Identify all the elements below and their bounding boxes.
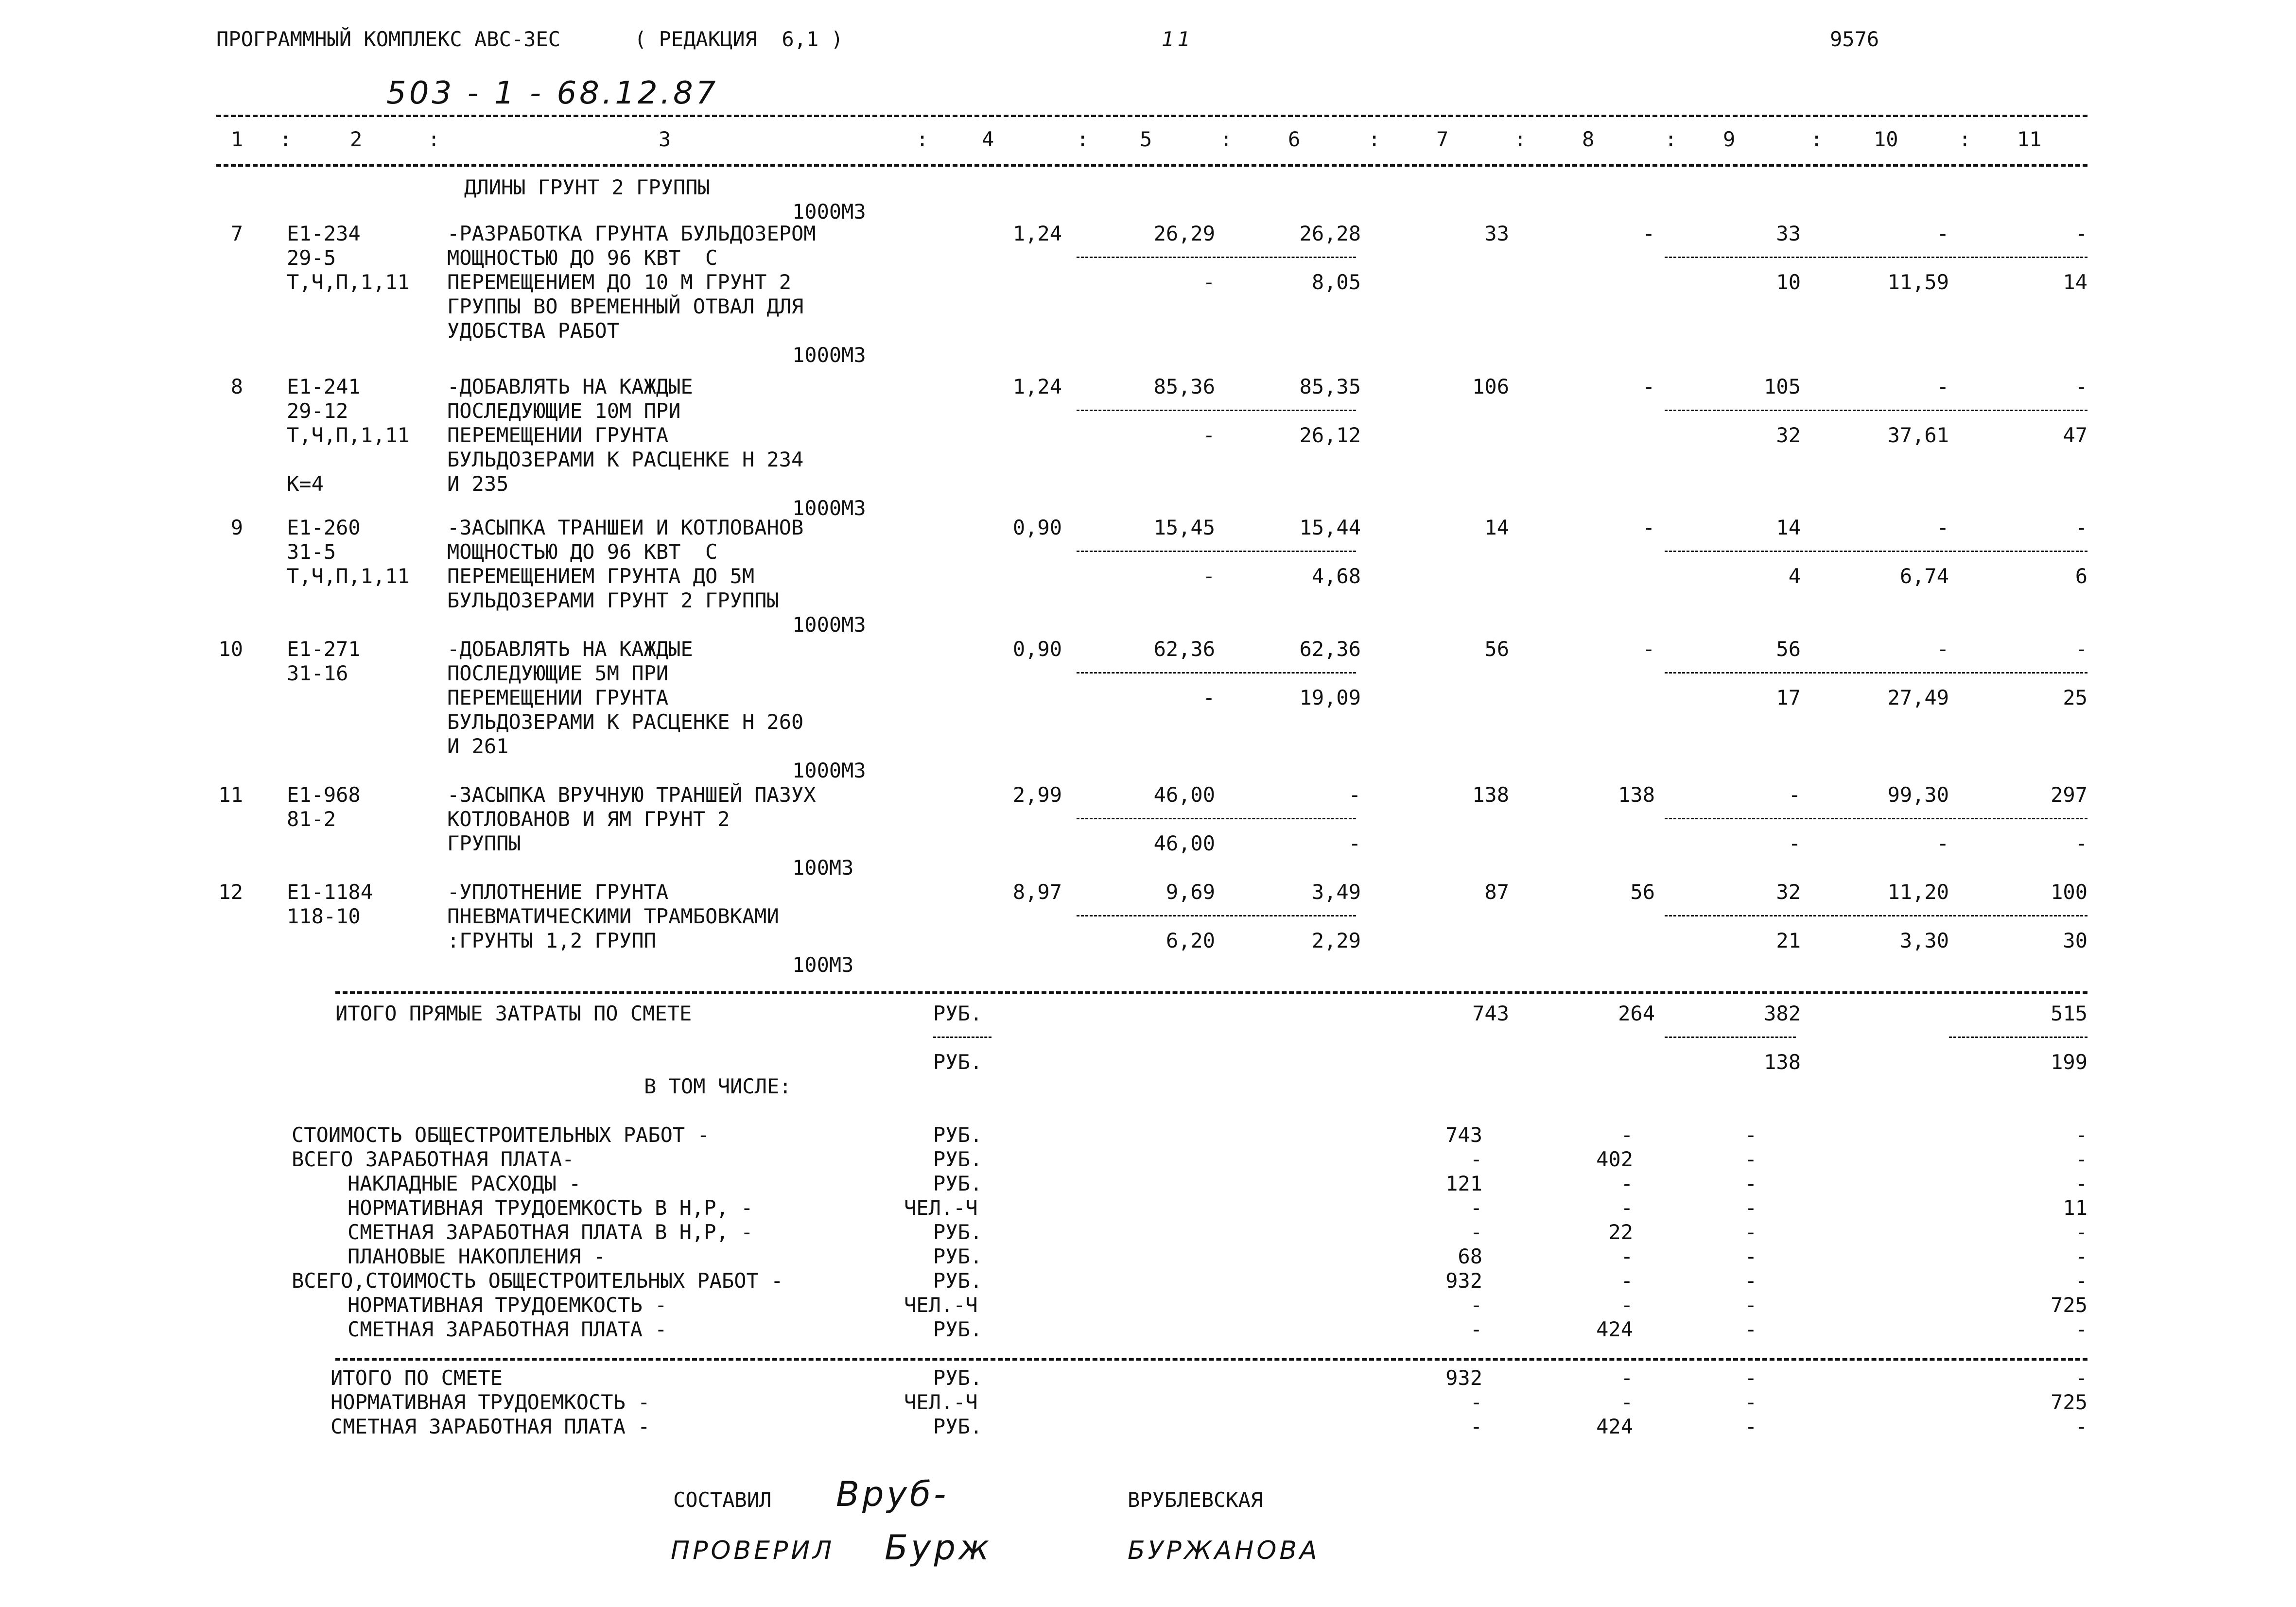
breakdown-unit: ЧЕЛ.-Ч <box>904 1293 978 1317</box>
breakdown-unit: РУБ. <box>933 1317 983 1341</box>
breakdown-col9: - <box>1744 1147 1757 1171</box>
breakdown-label: НОРМАТИВНАЯ ТРУДОЕМКОСТЬ В Н,Р, - <box>348 1196 753 1220</box>
wages: - <box>1642 375 1655 398</box>
breakdown-col9: - <box>1744 1269 1757 1293</box>
labor-norm: - <box>1936 637 1949 661</box>
value-divider <box>1077 257 1356 258</box>
breakdown-label: СТОИМОСТЬ ОБЩЕСТРОИТЕЛЬНЫХ РАБОТ - <box>292 1123 710 1147</box>
column-separator: : <box>1665 127 1677 151</box>
unit-cost: 46,00 <box>1153 783 1215 807</box>
grand-total-col8: - <box>1620 1390 1633 1414</box>
including-label: В ТОМ ЧИСЛЕ: <box>644 1074 792 1098</box>
breakdown-col8: - <box>1620 1196 1633 1220</box>
unit-cost-sub: 46,00 <box>1153 831 1215 855</box>
breakdown-col9: - <box>1744 1123 1757 1147</box>
unit-label: 1000М3 <box>792 343 866 367</box>
value-divider <box>1665 818 2087 819</box>
wages: - <box>1642 516 1655 539</box>
breakdown-col8: - <box>1620 1269 1633 1293</box>
wages: 138 <box>1618 783 1655 807</box>
total-cost: 106 <box>1472 375 1509 398</box>
breakdown-col11: - <box>2075 1317 2087 1341</box>
breakdown-label: СМЕТНАЯ ЗАРАБОТНАЯ ПЛАТА В Н,Р, - <box>348 1220 753 1244</box>
work-description: БУЛЬДОЗЕРАМИ К РАСЦЕНКЕ Н 234 <box>447 448 804 471</box>
unit-cost-sub: 6,20 <box>1165 929 1215 952</box>
breakdown-label: НОРМАТИВНАЯ ТРУДОЕМКОСТЬ - <box>348 1293 667 1317</box>
labor-norm-sub: 27,49 <box>1887 686 1949 709</box>
machine-cost: 3,49 <box>1311 880 1361 904</box>
column-header-2: 2 <box>350 127 363 151</box>
work-description: БУЛЬДОЗЕРАМИ ГРУНТ 2 ГРУППЫ <box>447 588 779 612</box>
breakdown-col11: - <box>2075 1172 2087 1195</box>
unit-cost: 15,45 <box>1153 516 1215 539</box>
quantity: 1,24 <box>1012 375 1062 398</box>
work-description: МОЩНОСТЬЮ ДО 96 КВТ С <box>447 246 718 270</box>
wages: 56 <box>1630 880 1655 904</box>
breakdown-label: СМЕТНАЯ ЗАРАБОТНАЯ ПЛАТА - <box>348 1317 667 1341</box>
unit-cost: 85,36 <box>1153 375 1215 398</box>
totals-divider <box>933 1037 991 1038</box>
row-number: 12 <box>218 880 243 904</box>
labor-norm: 11,20 <box>1887 880 1949 904</box>
work-description: -РАЗРАБОТКА ГРУНТА БУЛЬДОЗЕРОМ <box>447 222 816 245</box>
work-description: -ЗАСЫПКА ТРАНШЕИ И КОТЛОВАНОВ <box>447 516 804 539</box>
breakdown-col9: - <box>1744 1293 1757 1317</box>
total-cost: 87 <box>1484 880 1509 904</box>
breakdown-col11: 11 <box>2063 1196 2087 1220</box>
breakdown-col7: - <box>1470 1196 1482 1220</box>
grand-total-col7: - <box>1470 1415 1482 1438</box>
column-header-8: 8 <box>1582 127 1595 151</box>
unit-label: 100М3 <box>792 856 854 880</box>
totals-divider <box>1949 1037 2087 1038</box>
project-code: 503 - 1 - 68.12.87 <box>386 75 719 111</box>
rate-reference: 81-2 <box>287 807 336 831</box>
machine-total: 33 <box>1776 222 1801 245</box>
rate-code: Е1-968 <box>287 783 361 807</box>
column-separator: : <box>1368 127 1381 151</box>
work-description: И 261 <box>447 734 509 758</box>
quantity: 8,97 <box>1012 880 1062 904</box>
labor-norm-sub: - <box>1936 831 1949 855</box>
checked-name: БУРЖАНОВА <box>1128 1536 1320 1565</box>
total-cost: 56 <box>1484 637 1509 661</box>
machine-total: 105 <box>1764 375 1801 398</box>
unit-cost-sub: - <box>1202 423 1215 447</box>
total-cost: 138 <box>1472 783 1509 807</box>
work-description: -ДОБАВЛЯТЬ НА КАЖДЫЕ <box>447 375 693 398</box>
machine-cost-sub: 19,09 <box>1299 686 1361 709</box>
machine-total: 14 <box>1776 516 1801 539</box>
breakdown-col8: - <box>1620 1244 1633 1268</box>
labor-total: - <box>2075 222 2087 245</box>
column-separator: : <box>1077 127 1089 151</box>
breakdown-col7: - <box>1470 1220 1482 1244</box>
breakdown-unit: РУБ. <box>933 1244 983 1268</box>
column-header-10: 10 <box>1874 127 1898 151</box>
totals-col9: 382 <box>1764 1002 1801 1025</box>
totals-unit: РУБ. <box>933 1002 983 1025</box>
total-cost: 33 <box>1484 222 1509 245</box>
labor-total: - <box>2075 375 2087 398</box>
work-description: ГРУППЫ <box>447 831 521 855</box>
labor-total-sub: 30 <box>2063 929 2087 952</box>
machine-total: - <box>1788 783 1801 807</box>
breakdown-col9: - <box>1744 1196 1757 1220</box>
breakdown-col8: - <box>1620 1293 1633 1317</box>
totals-rule <box>335 991 2087 994</box>
work-description: -ЗАСЫПКА ВРУЧНУЮ ТРАНШЕЙ ПАЗУХ <box>447 783 816 807</box>
checked-signature: Бурж <box>885 1528 992 1568</box>
totals-col11-sub: 199 <box>2051 1050 2087 1074</box>
breakdown-col7: - <box>1470 1147 1482 1171</box>
grand-total-col8: - <box>1620 1366 1633 1390</box>
breakdown-col7: - <box>1470 1317 1482 1341</box>
rate-reference: К=4 <box>287 472 324 496</box>
grand-total-col11: - <box>2075 1415 2087 1438</box>
machine-cost: - <box>1348 783 1361 807</box>
labor-norm: - <box>1936 375 1949 398</box>
labor-norm: - <box>1936 222 1949 245</box>
breakdown-unit: ЧЕЛ.-Ч <box>904 1196 978 1220</box>
work-description: ПЕРЕМЕЩЕНИЕМ ГРУНТА ДО 5М <box>447 564 755 588</box>
machine-total-sub: 4 <box>1788 564 1801 588</box>
labor-total-sub: 14 <box>2063 270 2087 294</box>
rate-code: Е1-234 <box>287 222 361 245</box>
grand-total-unit: РУБ. <box>933 1366 983 1390</box>
breakdown-col9: - <box>1744 1172 1757 1195</box>
row-number: 10 <box>218 637 243 661</box>
machine-total-sub: 10 <box>1776 270 1801 294</box>
unit-label: 1000М3 <box>792 613 866 637</box>
column-separator: : <box>1514 127 1527 151</box>
breakdown-label: ВСЕГО,СТОИМОСТЬ ОБЩЕСТРОИТЕЛЬНЫХ РАБОТ - <box>292 1269 783 1293</box>
rate-code: Е1-241 <box>287 375 361 398</box>
breakdown-col11: 725 <box>2051 1293 2087 1317</box>
column-header-1: 1 <box>231 127 244 151</box>
breakdown-col11: - <box>2075 1220 2087 1244</box>
compiled-name: ВРУБЛЕВСКАЯ <box>1128 1488 1263 1512</box>
machine-total-sub: 21 <box>1776 929 1801 952</box>
value-divider <box>1077 410 1356 411</box>
grand-total-col11: 725 <box>2051 1390 2087 1414</box>
breakdown-col8: 424 <box>1596 1317 1633 1341</box>
breakdown-col7: 743 <box>1445 1123 1482 1147</box>
column-header-6: 6 <box>1288 127 1301 151</box>
rate-reference: 118-10 <box>287 904 361 928</box>
breakdown-col9: - <box>1744 1244 1757 1268</box>
column-separator: : <box>279 127 292 151</box>
work-description: ПНЕВМАТИЧЕСКИМИ ТРАМБОВКАМИ <box>447 904 779 928</box>
rate-reference: Т,Ч,П,1,11 <box>287 270 410 294</box>
breakdown-col9: - <box>1744 1220 1757 1244</box>
unit-cost: 9,69 <box>1165 880 1215 904</box>
grand-total-col7: 932 <box>1445 1366 1482 1390</box>
machine-total-sub: 32 <box>1776 423 1801 447</box>
rate-reference: Т,Ч,П,1,11 <box>287 564 410 588</box>
breakdown-unit: РУБ. <box>933 1147 983 1171</box>
labor-norm: 99,30 <box>1887 783 1949 807</box>
grand-total-col9: - <box>1744 1366 1757 1390</box>
grand-total-col9: - <box>1744 1390 1757 1414</box>
quantity: 0,90 <box>1012 637 1062 661</box>
unit-label: 1000М3 <box>792 759 866 782</box>
work-description: -ДОБАВЛЯТЬ НА КАЖДЫЕ <box>447 637 693 661</box>
quantity: 0,90 <box>1012 516 1062 539</box>
breakdown-col8: - <box>1620 1123 1633 1147</box>
wages: - <box>1642 222 1655 245</box>
breakdown-label: ВСЕГО ЗАРАБОТНАЯ ПЛАТА- <box>292 1147 574 1171</box>
column-header-3: 3 <box>659 127 671 151</box>
value-divider <box>1077 915 1356 916</box>
wages: - <box>1642 637 1655 661</box>
unit-cost-sub: - <box>1202 686 1215 709</box>
document-number: 9576 <box>1830 27 1879 51</box>
value-divider <box>1665 257 2087 258</box>
header-rule-top <box>216 115 2087 117</box>
grand-total-label: ИТОГО ПО СМЕТЕ <box>330 1366 503 1390</box>
breakdown-unit: РУБ. <box>933 1269 983 1293</box>
breakdown-col11: - <box>2075 1244 2087 1268</box>
work-description: :ГРУНТЫ 1,2 ГРУПП <box>447 929 656 952</box>
unit-cost-sub: - <box>1202 270 1215 294</box>
value-divider <box>1077 672 1356 674</box>
work-description: ПЕРЕМЕЩЕНИИ ГРУНТА <box>447 686 669 709</box>
machine-cost: 26,28 <box>1299 222 1361 245</box>
continuation-text: ДЛИНЫ ГРУНТ 2 ГРУППЫ <box>464 175 710 199</box>
edition: ( РЕДАКЦИЯ 6,1 ) <box>634 27 843 51</box>
row-number: 9 <box>230 516 243 539</box>
work-description: ПЕРЕМЕЩЕНИЕМ ДО 10 М ГРУНТ 2 <box>447 270 792 294</box>
header-rule-bottom <box>216 164 2087 167</box>
checked-label: ПРОВЕРИЛ <box>671 1536 835 1565</box>
labor-total-sub: - <box>2075 831 2087 855</box>
rate-code: Е1-260 <box>287 516 361 539</box>
work-description: КОТЛОВАНОВ И ЯМ ГРУНТ 2 <box>447 807 730 831</box>
machine-cost: 85,35 <box>1299 375 1361 398</box>
column-header-11: 11 <box>2017 127 2042 151</box>
machine-total-sub: 17 <box>1776 686 1801 709</box>
total-cost: 14 <box>1484 516 1509 539</box>
work-description: ПЕРЕМЕЩЕНИИ ГРУНТА <box>447 423 669 447</box>
breakdown-col11: - <box>2075 1123 2087 1147</box>
unit-cost-sub: - <box>1202 564 1215 588</box>
work-description: ГРУППЫ ВО ВРЕМЕННЫЙ ОТВАЛ ДЛЯ <box>447 294 804 318</box>
column-separator: : <box>428 127 440 151</box>
labor-total: 100 <box>2051 880 2087 904</box>
program-title: ПРОГРАММНЫЙ КОМПЛЕКС АВС-3ЕС <box>216 27 561 51</box>
labor-total-sub: 47 <box>2063 423 2087 447</box>
totals-divider <box>1665 1037 1796 1038</box>
machine-cost-sub: - <box>1348 831 1361 855</box>
grand-total-col9: - <box>1744 1415 1757 1438</box>
column-header-5: 5 <box>1140 127 1152 151</box>
work-description: ПОСЛЕДУЮЩИЕ 5М ПРИ <box>447 661 669 685</box>
labor-norm-sub: 11,59 <box>1887 270 1949 294</box>
labor-total: - <box>2075 516 2087 539</box>
value-divider <box>1665 672 2087 674</box>
grand-total-col7: - <box>1470 1390 1482 1414</box>
machine-cost-sub: 4,68 <box>1311 564 1361 588</box>
totals-col7: 743 <box>1472 1002 1509 1025</box>
continuation-unit: 1000М3 <box>792 200 866 224</box>
labor-norm: - <box>1936 516 1949 539</box>
breakdown-col7: 121 <box>1445 1172 1482 1195</box>
machine-cost-sub: 8,05 <box>1311 270 1361 294</box>
totals-col11: 515 <box>2051 1002 2087 1025</box>
unit-cost: 62,36 <box>1153 637 1215 661</box>
breakdown-col11: - <box>2075 1147 2087 1171</box>
grand-total-label: СМЕТНАЯ ЗАРАБОТНАЯ ПЛАТА - <box>330 1415 650 1438</box>
machine-cost: 62,36 <box>1299 637 1361 661</box>
labor-total: - <box>2075 637 2087 661</box>
labor-norm-sub: 37,61 <box>1887 423 1949 447</box>
labor-total-sub: 6 <box>2075 564 2087 588</box>
column-separator: : <box>916 127 929 151</box>
column-header-9: 9 <box>1723 127 1736 151</box>
column-header-7: 7 <box>1436 127 1449 151</box>
unit-label: 1000М3 <box>792 496 866 520</box>
totals-unit-2: РУБ. <box>933 1050 983 1074</box>
work-description: ПОСЛЕДУЮЩИЕ 10М ПРИ <box>447 399 681 423</box>
machine-cost: 15,44 <box>1299 516 1361 539</box>
row-number: 7 <box>230 222 243 245</box>
work-description: УДОБСТВА РАБОТ <box>447 319 620 343</box>
work-description: МОЩНОСТЬЮ ДО 96 КВТ С <box>447 540 718 564</box>
quantity: 1,24 <box>1012 222 1062 245</box>
column-separator: : <box>1810 127 1823 151</box>
breakdown-unit: РУБ. <box>933 1172 983 1195</box>
breakdown-col8: 402 <box>1596 1147 1633 1171</box>
compiled-signature: Вруб- <box>836 1474 949 1514</box>
totals-col8: 264 <box>1618 1002 1655 1025</box>
rate-reference: Т,Ч,П,1,11 <box>287 423 410 447</box>
rate-reference: 31-5 <box>287 540 336 564</box>
rate-code: Е1-271 <box>287 637 361 661</box>
grand-total-col8: 424 <box>1596 1415 1633 1438</box>
grand-total-rule <box>335 1358 2087 1361</box>
breakdown-col8: 22 <box>1608 1220 1633 1244</box>
grand-total-col11: - <box>2075 1366 2087 1390</box>
machine-total: 32 <box>1776 880 1801 904</box>
machine-cost-sub: 26,12 <box>1299 423 1361 447</box>
breakdown-col9: - <box>1744 1317 1757 1341</box>
grand-total-label: НОРМАТИВНАЯ ТРУДОЕМКОСТЬ - <box>330 1390 650 1414</box>
breakdown-col7: - <box>1470 1293 1482 1317</box>
rate-reference: 31-16 <box>287 661 348 685</box>
breakdown-unit: РУБ. <box>933 1123 983 1147</box>
totals-col9-sub: 138 <box>1764 1050 1801 1074</box>
quantity: 2,99 <box>1012 783 1062 807</box>
column-separator: : <box>1220 127 1233 151</box>
breakdown-col7: 932 <box>1445 1269 1482 1293</box>
breakdown-col7: 68 <box>1458 1244 1482 1268</box>
work-description: -УПЛОТНЕНИЕ ГРУНТА <box>447 880 669 904</box>
compiled-label: СОСТАВИЛ <box>673 1488 772 1512</box>
row-number: 11 <box>218 783 243 807</box>
breakdown-col11: - <box>2075 1269 2087 1293</box>
work-description: И 235 <box>447 472 509 496</box>
totals-label: ИТОГО ПРЯМЫЕ ЗАТРАТЫ ПО СМЕТЕ <box>335 1002 692 1025</box>
rate-reference: 29-12 <box>287 399 348 423</box>
column-header-4: 4 <box>982 127 994 151</box>
labor-norm-sub: 3,30 <box>1899 929 1949 952</box>
grand-total-unit: ЧЕЛ.-Ч <box>904 1390 978 1414</box>
machine-cost-sub: 2,29 <box>1311 929 1361 952</box>
machine-total: 56 <box>1776 637 1801 661</box>
value-divider <box>1665 410 2087 411</box>
breakdown-col8: - <box>1620 1172 1633 1195</box>
value-divider <box>1077 818 1356 819</box>
breakdown-label: ПЛАНОВЫЕ НАКОПЛЕНИЯ - <box>348 1244 606 1268</box>
breakdown-label: НАКЛАДНЫЕ РАСХОДЫ - <box>348 1172 581 1195</box>
rate-reference: 29-5 <box>287 246 336 270</box>
row-number: 8 <box>230 375 243 398</box>
labor-total: 297 <box>2051 783 2087 807</box>
unit-label: 100М3 <box>792 953 854 977</box>
value-divider <box>1665 551 2087 552</box>
value-divider <box>1665 915 2087 916</box>
labor-total-sub: 25 <box>2063 686 2087 709</box>
work-description: БУЛЬДОЗЕРАМИ К РАСЦЕНКЕ Н 260 <box>447 710 804 734</box>
machine-total-sub: - <box>1788 831 1801 855</box>
breakdown-unit: РУБ. <box>933 1220 983 1244</box>
rate-code: Е1-1184 <box>287 880 373 904</box>
unit-cost: 26,29 <box>1153 222 1215 245</box>
column-separator: : <box>1959 127 1971 151</box>
labor-norm-sub: 6,74 <box>1899 564 1949 588</box>
grand-total-unit: РУБ. <box>933 1415 983 1438</box>
page-number: 11 <box>1162 27 1194 51</box>
value-divider <box>1077 551 1356 552</box>
